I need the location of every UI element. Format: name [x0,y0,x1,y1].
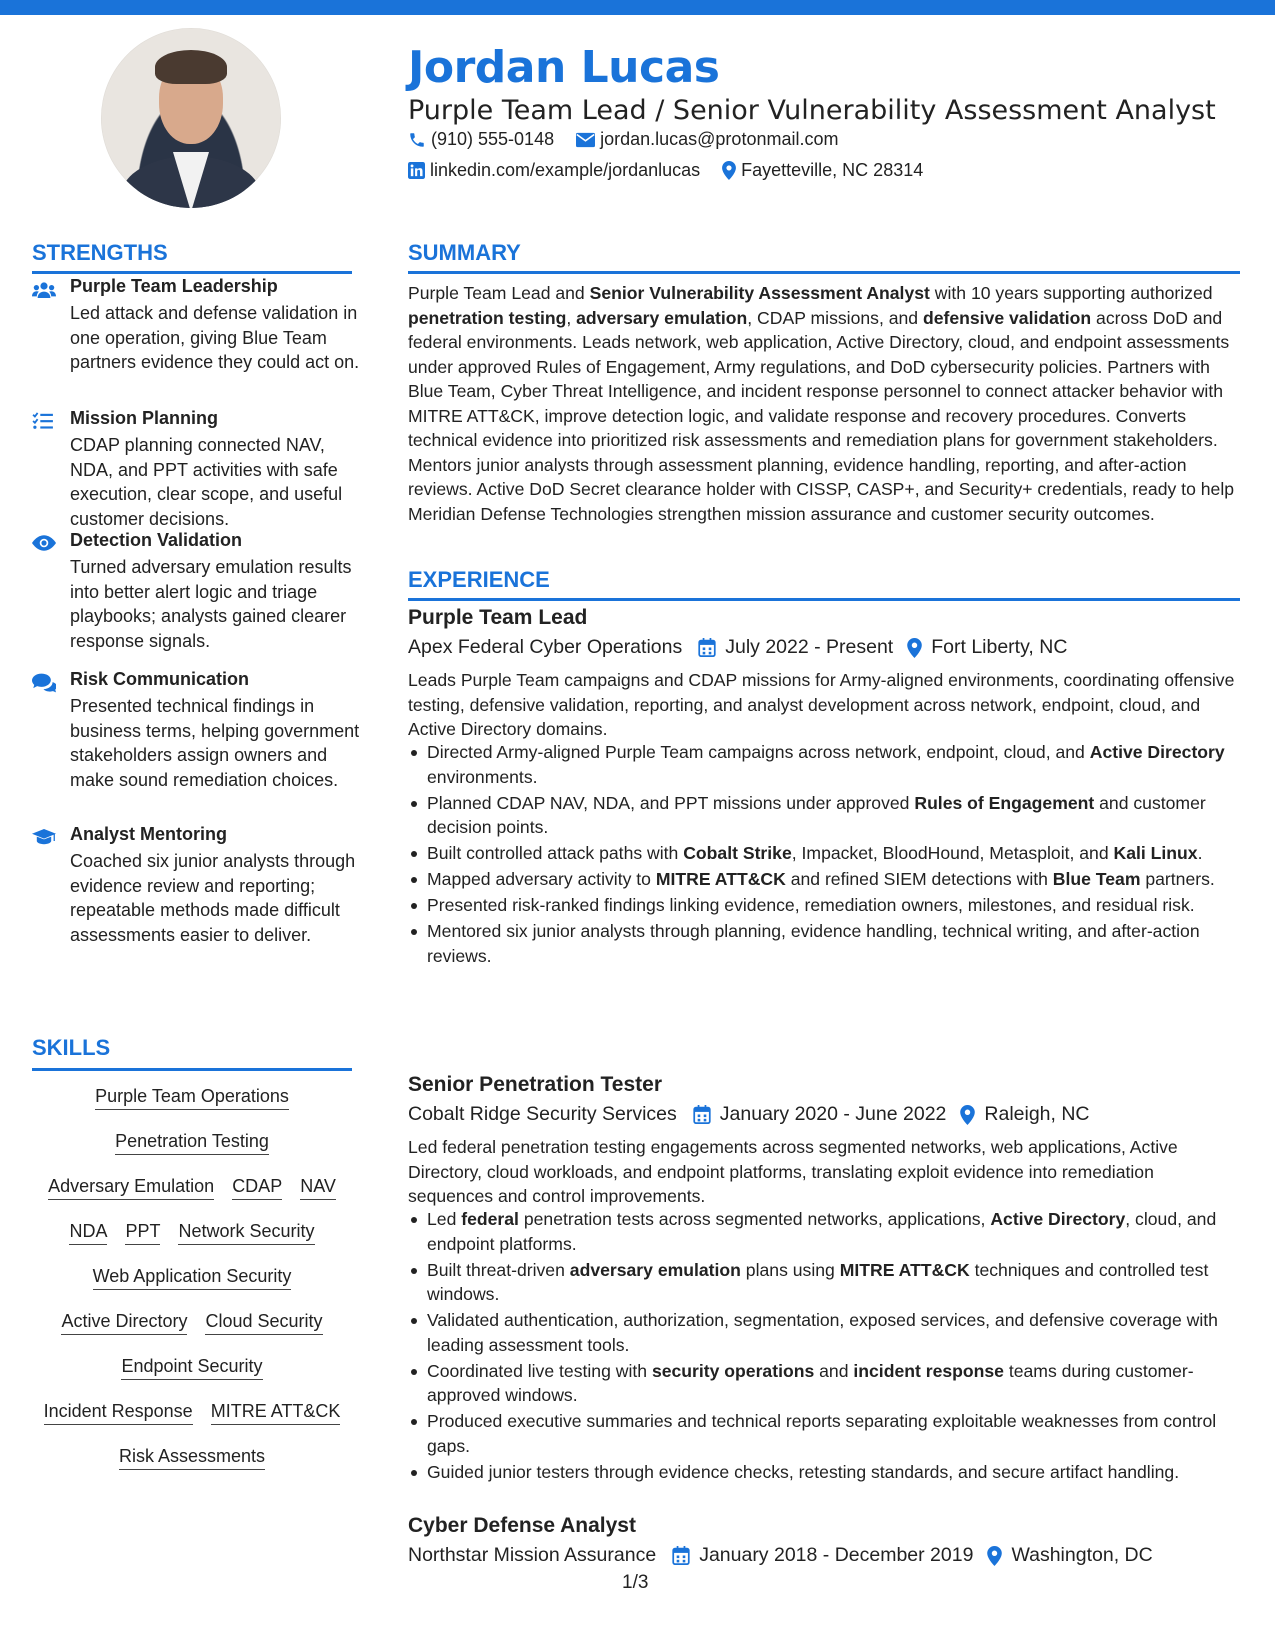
strength-title: Detection Validation [70,530,243,550]
strength-description: Presented technical findings in business terms, helping government stakeholders assign owners and make sound remediation choices. [70,696,360,790]
bullet-item [408,1460,1240,1485]
emphasis-text: penetration testing [408,307,567,328]
job-location-text: Fort Liberty, NC [931,636,1068,658]
text-run: teams during customer-approved windows. [427,1360,1194,1405]
job-dates [693,1103,947,1126]
emphasis-text: Rules of Engagement [914,792,1095,813]
contact-row-2 [408,160,945,181]
text-run: and [814,1360,854,1381]
bullet-item [408,791,1240,840]
email-text: jordan.lucas@protonmail.com [600,129,839,149]
strength-title: Purple Team Leadership [70,276,278,296]
text-run: penetration tests across segmented networks, applications, [518,1209,991,1229]
contact-row-1 [408,129,860,150]
skill-tag: NAV [300,1175,336,1200]
text-run: Directed Army-aligned Purple Team campaigns across network, endpoint, cloud, and [427,742,1090,762]
job-dates [672,1544,973,1567]
job-dates-text: July 2022 - Present [725,636,894,658]
job-bullets [408,1207,1240,1486]
profile-photo [101,28,281,208]
bullet-item [408,1359,1240,1408]
map-pin-icon [722,161,736,180]
strength-title: Risk Communication [70,669,250,689]
text-run: and customer decision points. [427,792,1206,837]
job-meta [408,636,1081,659]
skill-tag: Risk Assessments [119,1445,265,1470]
emphasis-text: Active Directory [990,1209,1126,1229]
text-run: techniques and controlled test windows. [427,1259,1209,1304]
skill-tag: MITRE ATT&CK [211,1400,341,1425]
job-meta [408,1103,1104,1126]
skill-tag: Web Application Security [93,1265,292,1290]
experience-heading: EXPERIENCE [408,567,550,592]
email-item[interactable] [576,129,838,150]
skills-row [32,1085,352,1130]
skill-tag: Active Directory [61,1310,187,1335]
job-description: Led federal penetration testing engagements across segmented networks, web applications, Active Directory, cloud workloads, and endpoint platforms, translating exploit evidence into remediation sequences and control improvements. [408,1137,1178,1206]
emphasis-text: federal [461,1209,519,1229]
text-run: Built threat-driven [427,1259,570,1280]
bullet-item [408,1258,1240,1307]
job-location [907,636,1067,659]
job-company: Apex Federal Cyber Operations [408,636,683,658]
graduation-cap-icon [32,828,56,848]
summary-rule [408,271,1240,274]
skills-row [32,1445,352,1490]
skill-tag: Purple Team Operations [95,1085,289,1110]
bullet-item [408,1409,1240,1458]
candidate-title: Purple Team Lead / Senior Vulnerability Assessment Analyst [408,95,1216,126]
map-pin-icon [960,1105,975,1125]
emphasis-text: Blue Team [1052,869,1141,889]
skill-tag: CDAP [232,1175,282,1200]
job-company: Cobalt Ridge Security Services [408,1103,677,1125]
strength-description: Coached six junior analysts through evidence review and reporting; repeatable methods made difficult assessments easier to deliver. [70,851,356,945]
text-run: , cloud, and endpoint platforms. [427,1209,1217,1254]
skill-tag: Penetration Testing [115,1130,269,1155]
summary-heading: SUMMARY [408,240,521,265]
linkedin-text: linkedin.com/example/jordanlucas [430,160,701,180]
users-icon [32,280,56,300]
job-meta [408,1544,1167,1567]
text-run: , CDAP missions, and [747,307,923,328]
list-check-icon [32,412,56,432]
skills-rule [32,1068,352,1071]
map-pin-icon [907,638,922,658]
skill-tag: Network Security [178,1220,314,1245]
emphasis-text: MITRE ATT&CK [839,1259,970,1280]
text-run: . [1197,843,1203,863]
emphasis-text: defensive validation [922,307,1092,328]
bullet-item [408,740,1240,789]
envelope-icon [576,132,595,148]
page-number: 1/3 [622,1572,649,1593]
skills-row [32,1310,352,1355]
skill-tag: Cloud Security [205,1310,322,1335]
skills-list [32,1085,352,1490]
skill-tag: NDA [69,1220,107,1245]
text-run: Purple Team Lead and [408,283,590,303]
bullet-item [408,893,1240,918]
skill-tag: PPT [125,1220,160,1245]
bullet-item [408,919,1240,968]
job-description: Leads Purple Team campaigns and CDAP missions for Army-aligned environments, coordinating offensive testing, defensive validation, reporting, and analyst development across network, endpoint, cloud, and Active Directory domains. [408,670,1235,739]
skills-row [32,1400,352,1445]
job-location [960,1103,1089,1126]
bullet-item [408,1207,1240,1256]
emphasis-text: adversary emulation [576,307,748,328]
bullet-item [408,841,1240,866]
experience-rule [408,598,1240,601]
job-location-text: Raleigh, NC [984,1103,1090,1125]
skill-tag: Adversary Emulation [48,1175,214,1200]
candidate-name: Jordan Lucas [408,42,720,93]
calendar-icon [672,1546,690,1565]
emphasis-text: Cobalt Strike [683,843,792,863]
text-run: across DoD and federal environments. Leads network, web application, Active Directory, cloud, and endpoint assessments under approved Rules of Engagement, Army regulations, and DoD cybersecurity policies. Partners with Blue Team, Cyber Threat Intelligence, and incident response personnel to connect attacker behavior with MITRE ATT&CK, improve detection logic, and validate response and recovery procedures. Converts technical evidence into prioritized risk assessments and remediation plans for government stakeholders. Mentors junior analysts through assessment planning, evidence handling, reporting, and after-action reviews. Active DoD Secret clearance holder with CISSP, CASP+, and Security+ credentials, ready to help Meridian Defense Technologies strengthen mission assurance and customer security outcomes. [408,307,1235,524]
text-run: and refined SIEM detections with [785,869,1053,889]
strength-description: Led attack and defense validation in one operation, giving Blue Team partners evidence they could act on. [70,303,360,372]
emphasis-text: security operations [651,1360,815,1381]
emphasis-text: Active Directory [1089,742,1225,762]
skills-row [32,1130,352,1175]
phone-icon [408,131,426,149]
text-run: partners. [1140,869,1215,889]
strength-description: Turned adversary emulation results into better alert logic and triage playbooks; analysts gained clearer response signals. [70,557,352,651]
strength-title: Analyst Mentoring [70,824,228,844]
skills-heading: SKILLS [32,1035,111,1060]
job-title: Senior Penetration Tester [408,1073,663,1096]
bullet-item [408,1308,1240,1357]
location-item [722,160,923,181]
map-pin-icon [987,1546,1002,1566]
skills-row [32,1175,352,1220]
strength-title: Mission Planning [70,408,219,428]
text-run: Validated authentication, authorization, segmentation, exposed services, and defensive coverage with leading assessment tools. [427,1310,1218,1355]
job-title: Cyber Defense Analyst [408,1514,636,1537]
emphasis-text: Kali Linux [1113,843,1198,863]
text-run: Guided junior testers through evidence checks, retesting standards, and secure artifact handling. [427,1461,1180,1482]
job-dates-text: January 2020 - June 2022 [719,1103,947,1125]
text-run: , Impacket, BloodHound, Metasploit, and [791,843,1114,863]
text-run: Produced executive summaries and technical reports separating exploitable weaknesses from control gaps. [427,1411,1217,1456]
summary-text [408,281,1240,526]
job-location [987,1544,1152,1567]
comments-icon [32,673,56,693]
phone-item[interactable] [408,129,554,150]
emphasis-text: incident response [853,1360,1004,1381]
skill-tag: Endpoint Security [121,1355,262,1380]
text-run: environments. [427,766,538,787]
skills-row [32,1220,352,1265]
text-run: Led [427,1209,462,1229]
phone-text: (910) 555-0148 [431,129,555,149]
strength-description: CDAP planning connected NAV, NDA, and PPT activities with safe execution, clear scope, and useful customer decisions. [70,435,343,529]
skills-row [32,1265,352,1310]
text-run: Planned CDAP NAV, NDA, and PPT missions under approved [427,792,915,813]
text-run: with 10 years supporting authorized [929,283,1213,303]
skill-tag: Incident Response [44,1400,193,1425]
text-run: Mentored six junior analysts through planning, evidence handling, technical writing, and after-action reviews. [427,921,1200,966]
bullet-item [408,867,1240,892]
job-dates-text: January 2018 - December 2019 [699,1544,974,1566]
job-title: Purple Team Lead [408,606,588,629]
eye-icon [32,534,56,554]
calendar-icon [693,1105,711,1124]
job-company: Northstar Mission Assurance [408,1544,657,1566]
job-dates [698,636,893,659]
emphasis-text: Senior Vulnerability Assessment Analyst [589,283,930,303]
top-accent-bar [0,0,1275,15]
strengths-heading: STRENGTHS [32,240,168,265]
job-location-text: Washington, DC [1011,1544,1153,1566]
job-bullets [408,740,1240,970]
text-run: Presented risk-ranked findings linking evidence, remediation owners, milestones, and residual risk. [427,895,1195,915]
text-run: Built controlled attack paths with [427,843,684,863]
text-run: Coordinated live testing with [427,1360,652,1381]
emphasis-text: adversary emulation [569,1259,741,1280]
linkedin-icon [408,162,425,179]
location-text: Fayetteville, NC 28314 [741,160,924,180]
text-run: , [566,307,577,328]
text-run: Mapped adversary activity to [427,869,656,889]
emphasis-text: MITRE ATT&CK [655,869,786,889]
linkedin-item[interactable] [408,160,700,181]
calendar-icon [698,638,716,657]
text-run: plans using [740,1259,840,1280]
skills-row [32,1355,352,1400]
strengths-rule [32,271,352,274]
